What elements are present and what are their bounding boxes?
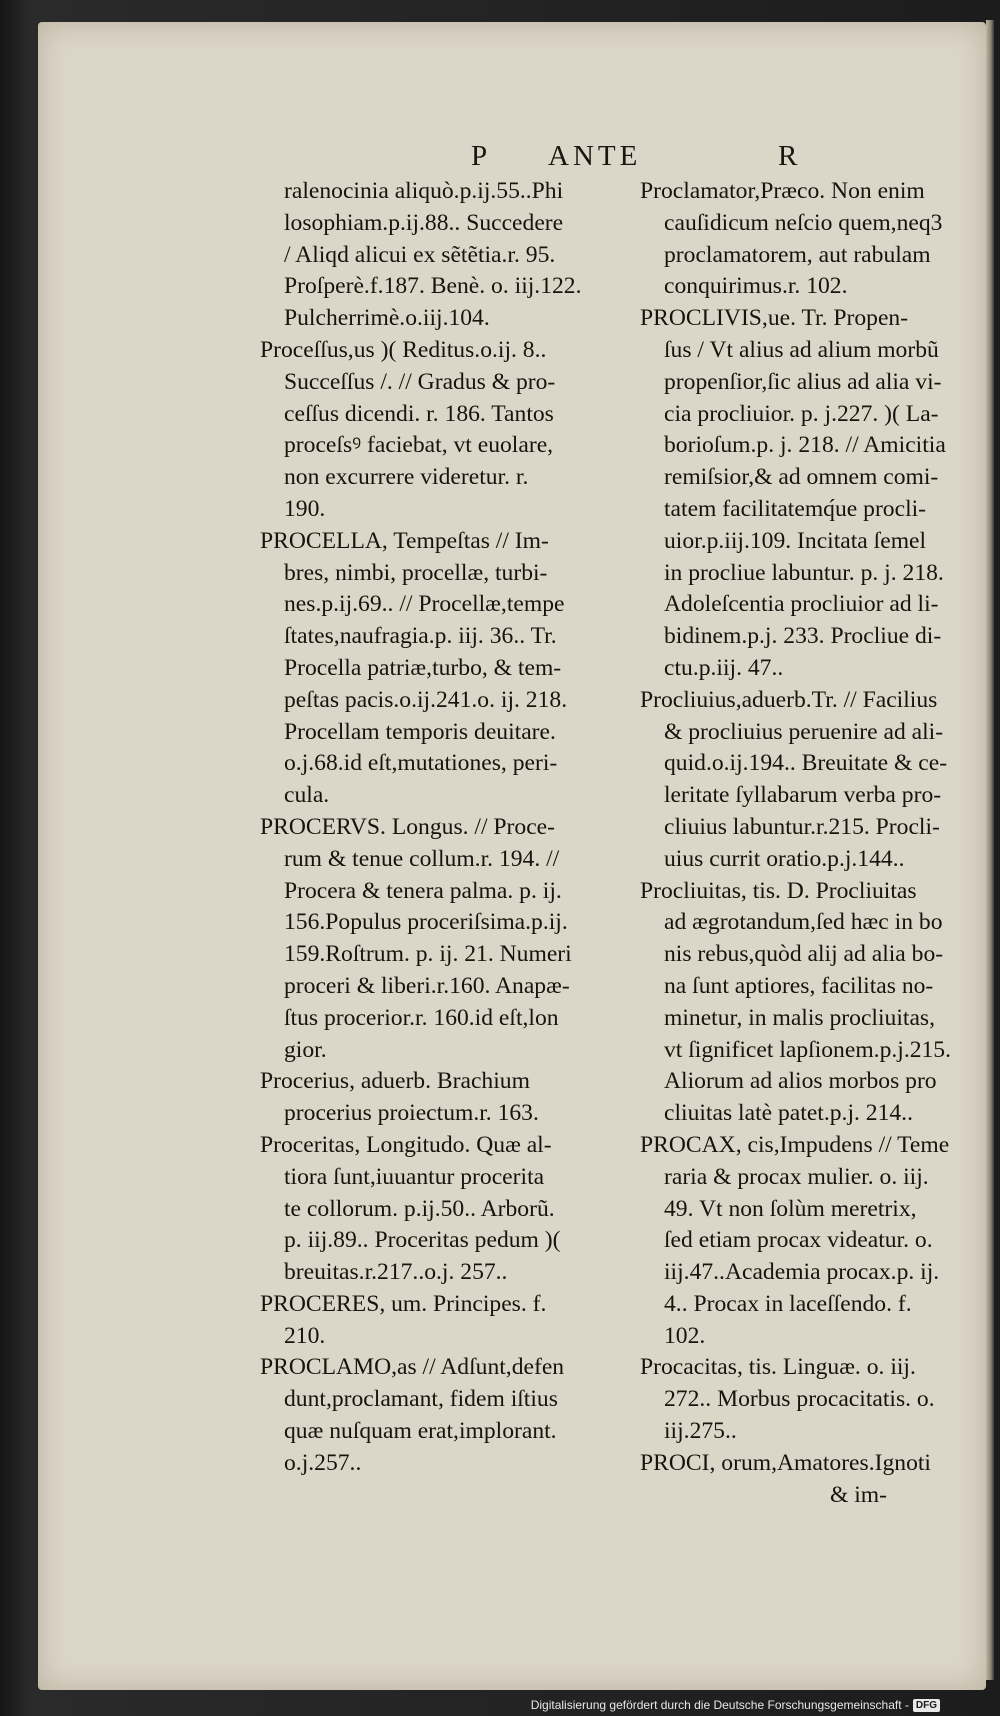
text-line: quid.o.ij.194.. Breuitate & ce- [664, 750, 948, 777]
text-line: raria & procax mulier. o. iij. [664, 1163, 929, 1190]
text-line: Procellam temporis deuitare. [284, 718, 556, 745]
text-line: 4.. Procax in laceſſendo. f. [664, 1290, 912, 1317]
text-line: bres, nimbi, procellæ, turbi- [284, 559, 548, 586]
text-line: Procera & tenera palma. p. ij. [284, 877, 562, 904]
text-line: losophiam.p.ij.88.. Succedere [284, 209, 564, 236]
text-line: 156.Populus proceriſsima.p.ij. [284, 909, 568, 936]
text-line: PROCLAMO,as // Adſunt,defen [260, 1354, 565, 1381]
text-line: / Aliqd alicui ex sẽtẽtia.r. 95. [284, 241, 556, 268]
text-line: vt ſignificet lapſionem.p.j.215. [664, 1036, 952, 1063]
text-line: conquirimus.r. 102. [664, 273, 848, 300]
text-line: Proceritas, Longitudo. Quæ al- [260, 1131, 552, 1158]
text-line: Proſperè.f.187. Benè. o. iij.122. [284, 273, 582, 300]
text-line: ralenocinia aliquò.p.ij.55..Phi [284, 178, 564, 204]
text-line: ceſſus dicendi. r. 186. Tantos [284, 400, 554, 427]
text-line: Pulcherrimè.o.iij.104. [284, 305, 490, 332]
text-line: peſtas pacis.o.ij.241.o. ij. 218. [284, 686, 568, 713]
text-line: breuitas.r.217..o.j. 257.. [284, 1259, 508, 1286]
text-line: uior.p.iij.109. Incitata ſemel [664, 527, 927, 554]
text-line: PROCERVS. Longus. // Proce- [260, 813, 556, 840]
digitization-footer [531, 1698, 940, 1712]
footer-text: Digitalisierung gefördert durch die Deutsche Forschungsgemeinschaft - [530, 1698, 909, 1712]
text-line: quæ nuſquam erat,implorant. [284, 1418, 557, 1445]
text-line: cia procliuior. p. j.227. )( La- [664, 400, 939, 427]
text-line: ſus / Vt alius ad alium morbũ [664, 336, 939, 363]
text-line: ſtates,naufragia.p. iij. 36.. Tr. [284, 623, 557, 650]
text-line: ctu.p.iij. 47.. [664, 654, 784, 681]
left-column [260, 176, 628, 1480]
text-line: & procliuius peruenire ad ali- [664, 718, 944, 745]
running-header [38, 140, 986, 176]
text-line: 159.Roſtrum. p. ij. 21. Numeri [284, 941, 572, 968]
text-line: Procella patriæ,turbo, & tem- [284, 654, 562, 681]
text-line: te collorum. p.ij.50.. Arborũ. [284, 1195, 555, 1222]
page-edge [986, 20, 994, 1680]
text-line: minetur, in malis procliuitas, [664, 1004, 935, 1031]
text-line: propenſior,ſic alius ad alia vi- [664, 368, 942, 395]
text-line: na ſunt aptiores, facilitas no- [664, 972, 934, 999]
text-line: Proclamator,Præco. Non enim [640, 178, 925, 204]
text-line: ſtus procerior.r. 160.id eſt,lon [284, 1004, 559, 1031]
text-line: iij.275.. [664, 1418, 737, 1445]
text-line: rum & tenue collum.r. 194. // [284, 845, 560, 872]
text-line: proceſsꝰ faciebat, vt euolare, [284, 432, 554, 459]
text-line: tatem facilitatemq́ue procli- [664, 495, 927, 522]
header-left: P [471, 140, 488, 172]
text-line: proclamatorem, aut rabulam [664, 241, 931, 268]
text-line: nis rebus,quòd alij ad alia bo- [664, 941, 944, 968]
dfg-logo: DFG [913, 1699, 940, 1712]
text-line: non excurrere videretur. r. [284, 464, 529, 491]
text-line: PROCI, orum,Amatores.Ignoti [640, 1449, 931, 1476]
text-line: PROCELLA, Tempeſtas // Im- [260, 527, 549, 554]
text-line: gior. [284, 1036, 327, 1063]
text-line: procerius proiectum.r. 163. [284, 1100, 539, 1127]
text-line: nes.p.ij.69.. // Procellæ,tempe [284, 591, 565, 618]
text-line: PROCERES, um. Principes. f. [260, 1290, 547, 1317]
text-line: p. iij.89.. Proceritas pedum )( [284, 1227, 561, 1254]
text-line: ad ægrotandum,ſed hæc in bo [664, 909, 943, 936]
text-line: Succeſſus /. // Gradus & pro- [284, 368, 556, 395]
text-line: cula. [284, 782, 330, 809]
text-line: proceri & liberi.r.160. Anapæ- [284, 972, 570, 999]
text-line: leritate ſyllabarum verba pro- [664, 782, 942, 809]
text-line: Proceſſus,us )( Reditus.o.ij. 8.. [260, 336, 547, 363]
text-line: 210. [284, 1322, 326, 1349]
text-line: PROCAX, cis,Impudens // Teme [640, 1131, 950, 1158]
text-line: Aliorum ad alios morbos pro [664, 1068, 937, 1095]
text-line: cliuius labuntur.r.215. Procli- [664, 813, 940, 840]
text-line: 49. Vt non ſolùm meretrix, [664, 1195, 917, 1222]
text-line: remiſsior,& ad omnem comi- [664, 464, 939, 491]
header-right: R [778, 140, 798, 172]
text-line: in procliue labuntur. p. j. 218. [664, 559, 944, 586]
text-line: Adoleſcentia procliuior ad li- [664, 591, 939, 618]
book-page [38, 22, 986, 1690]
text-line: Procerius, aduerb. Brachium [260, 1068, 530, 1095]
text-line: o.j.257.. [284, 1449, 362, 1476]
text-line: borioſum.p. j. 218. // Amicitia [664, 432, 946, 459]
text-line: uius currit oratio.p.j.144.. [664, 845, 905, 872]
text-line: PROCLIVIS,ue. Tr. Propen- [640, 305, 909, 332]
text-line: cauſidicum neſcio quem,neq3 [664, 209, 943, 236]
text-line: Procliuitas, tis. D. Procliuitas [640, 877, 917, 904]
text-line: ſed etiam procax videatur. o. [664, 1227, 933, 1254]
text-line: bidinem.p.j. 233. Procliue di- [664, 623, 942, 650]
text-line: dunt,proclamant, fidem iſtius [284, 1386, 558, 1413]
text-line: o.j.68.id eſt,mutationes, peri- [284, 750, 558, 777]
text-line: cliuitas latè patet.p.j. 214.. [664, 1100, 913, 1127]
text-line: & im- [830, 1481, 888, 1508]
text-line: tiora ſunt,iuuantur procerita [284, 1163, 545, 1190]
header-center: ANTE [548, 140, 642, 172]
text-line: 272.. Morbus procacitatis. o. [664, 1386, 935, 1413]
text-line: Procacitas, tis. Linguæ. o. iij. [640, 1354, 916, 1381]
text-line: iij.47..Academia procax.p. ij. [664, 1259, 940, 1286]
text-line: 190. [284, 495, 326, 522]
text-line: Procliuius,aduerb.Tr. // Facilius [640, 686, 938, 713]
text-line: 102. [664, 1322, 706, 1349]
right-column [640, 176, 1000, 1511]
